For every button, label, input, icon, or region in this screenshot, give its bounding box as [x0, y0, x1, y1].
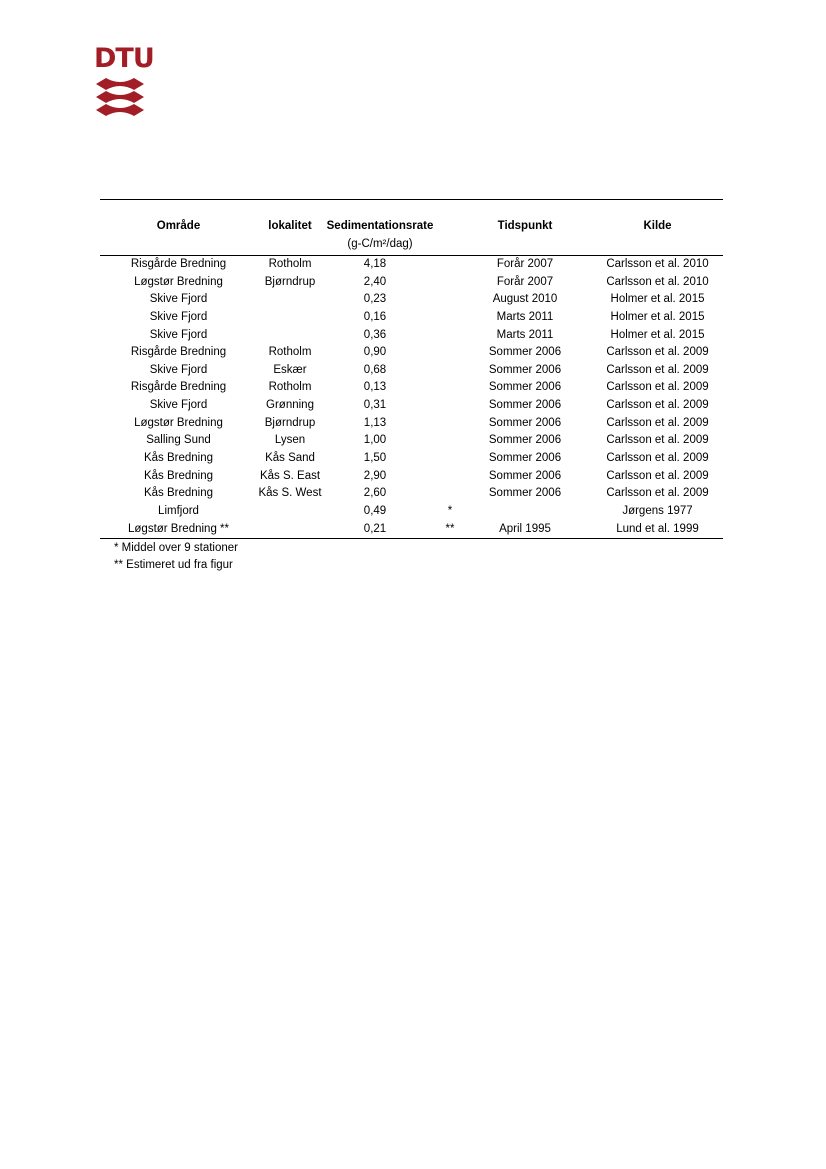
- table-row: [100, 256, 723, 274]
- cell-tidspunkt: Forår 2007: [496, 258, 554, 270]
- table-header: [100, 200, 723, 256]
- cell-lokalitet: Kås S. West: [258, 487, 322, 500]
- cell-lokalitet: Bjørndrup: [264, 275, 316, 288]
- cell-tidspunkt: Marts 2011: [496, 328, 554, 341]
- cell-tidspunkt: Marts 2011: [496, 310, 554, 323]
- cell-rate: 1,50: [363, 452, 387, 465]
- table-row: [100, 362, 723, 380]
- table-row: [100, 344, 723, 362]
- cell-kilde: Carlsson et al. 2009: [606, 416, 709, 429]
- table-row: [100, 521, 723, 539]
- table-row: [100, 450, 723, 468]
- cell-tidspunkt: August 2010: [492, 293, 558, 306]
- cell-omraade: Risgårde Bredning: [130, 346, 227, 359]
- cell-kilde: Carlsson et al. 2009: [606, 399, 709, 412]
- header-omraade: Område: [156, 220, 201, 232]
- cell-lokalitet: Eskær: [273, 363, 307, 376]
- cell-tidspunkt: Sommer 2006: [488, 416, 562, 429]
- table-row: [100, 309, 723, 327]
- cell-omraade: Skive Fjord: [149, 293, 208, 306]
- cell-rate: 2,90: [363, 469, 387, 482]
- cell-omraade: Skive Fjord: [149, 310, 208, 323]
- cell-kilde: Lund et al. 1999: [616, 522, 699, 535]
- cell-omraade: Kås Bredning: [143, 487, 214, 500]
- table-row: [100, 468, 723, 486]
- header-kilde: Kilde: [643, 220, 672, 232]
- cell-kilde: Carlsson et al. 2010: [606, 258, 709, 270]
- cell-note: *: [447, 504, 453, 517]
- cell-omraade: Salling Sund: [146, 434, 211, 447]
- cell-lokalitet: Rotholm: [268, 258, 312, 270]
- cell-kilde: Carlsson et al. 2009: [606, 487, 709, 500]
- cell-omraade: Limfjord: [158, 504, 199, 517]
- logo-waves-icon: [94, 78, 146, 118]
- cell-lokalitet: Kås S. East: [259, 469, 321, 482]
- cell-lokalitet: Grønning: [266, 399, 314, 412]
- cell-tidspunkt: Sommer 2006: [488, 346, 562, 359]
- header-unit: (g-C/m²/dag): [347, 238, 413, 250]
- cell-tidspunkt: Sommer 2006: [488, 469, 562, 482]
- cell-lokalitet: Rotholm: [268, 381, 312, 394]
- cell-omraade: Skive Fjord: [149, 328, 208, 341]
- table-row: [100, 432, 723, 450]
- cell-kilde: Carlsson et al. 2009: [606, 434, 709, 447]
- cell-kilde: Holmer et al. 2015: [610, 310, 705, 323]
- dtu-logo: [94, 43, 154, 118]
- cell-tidspunkt: Sommer 2006: [488, 487, 562, 500]
- cell-kilde: Carlsson et al. 2009: [606, 381, 709, 394]
- footnote: * Middel over 9 stationer: [114, 542, 239, 554]
- table-row: [100, 274, 723, 292]
- table-row: [100, 291, 723, 309]
- header-tidspunkt: Tidspunkt: [497, 220, 553, 232]
- cell-omraade: Risgårde Bredning: [130, 258, 227, 270]
- cell-tidspunkt: Sommer 2006: [488, 399, 562, 412]
- cell-rate: 0,68: [363, 363, 387, 376]
- cell-kilde: Carlsson et al. 2010: [606, 275, 709, 288]
- footnotes: [114, 540, 238, 574]
- cell-lokalitet: Kås Sand: [265, 452, 315, 465]
- cell-note: **: [445, 522, 455, 535]
- cell-rate: 0,16: [363, 310, 387, 323]
- table-row: [100, 485, 723, 503]
- cell-lokalitet: Rotholm: [268, 346, 312, 359]
- cell-omraade: Løgstør Bredning **: [128, 522, 229, 535]
- cell-tidspunkt: Forår 2007: [496, 275, 554, 288]
- cell-rate: 0,49: [363, 504, 387, 517]
- cell-kilde: Holmer et al. 2015: [610, 328, 705, 341]
- cell-kilde: Carlsson et al. 2009: [606, 346, 709, 359]
- cell-rate: 0,31: [363, 399, 387, 412]
- cell-omraade: Kås Bredning: [143, 452, 214, 465]
- cell-tidspunkt: Sommer 2006: [488, 363, 562, 376]
- cell-rate: 0,90: [363, 346, 387, 359]
- cell-omraade: Løgstør Bredning: [134, 416, 223, 429]
- table-row: [100, 503, 723, 521]
- cell-rate: 0,36: [363, 328, 387, 341]
- cell-omraade: Løgstør Bredning: [134, 275, 223, 288]
- cell-rate: 4,18: [363, 258, 387, 270]
- cell-kilde: Carlsson et al. 2009: [606, 363, 709, 376]
- table-row: [100, 415, 723, 433]
- header-lokalitet: lokalitet: [268, 220, 312, 232]
- cell-kilde: Jørgens 1977: [622, 504, 693, 517]
- header-sedimentation: Sedimentationsrate: [326, 220, 434, 232]
- cell-tidspunkt: Sommer 2006: [488, 434, 562, 447]
- cell-rate: 1,00: [363, 434, 387, 447]
- cell-omraade: Skive Fjord: [149, 363, 208, 376]
- cell-rate: 0,21: [363, 522, 387, 535]
- table-body: [100, 256, 723, 538]
- cell-rate: 0,13: [363, 381, 387, 394]
- cell-kilde: Holmer et al. 2015: [610, 293, 705, 306]
- table-row: [100, 397, 723, 415]
- cell-kilde: Carlsson et al. 2009: [606, 469, 709, 482]
- cell-omraade: Kås Bredning: [143, 469, 214, 482]
- cell-lokalitet: Bjørndrup: [264, 416, 316, 429]
- logo-text: DTU: [94, 43, 154, 74]
- cell-tidspunkt: Sommer 2006: [488, 452, 562, 465]
- cell-rate: 2,60: [363, 487, 387, 500]
- cell-kilde: Carlsson et al. 2009: [606, 452, 709, 465]
- cell-tidspunkt: April 1995: [499, 522, 551, 535]
- footnote: ** Estimeret ud fra figur: [114, 559, 233, 571]
- cell-rate: 2,40: [363, 275, 387, 288]
- table-row: [100, 327, 723, 345]
- table-row: [100, 379, 723, 397]
- cell-rate: 0,23: [363, 293, 387, 306]
- cell-omraade: Risgårde Bredning: [130, 381, 227, 394]
- sedimentation-table: [100, 199, 723, 539]
- cell-tidspunkt: Sommer 2006: [488, 381, 562, 394]
- cell-lokalitet: Lysen: [274, 434, 306, 447]
- cell-rate: 1,13: [363, 416, 387, 429]
- cell-omraade: Skive Fjord: [149, 399, 208, 412]
